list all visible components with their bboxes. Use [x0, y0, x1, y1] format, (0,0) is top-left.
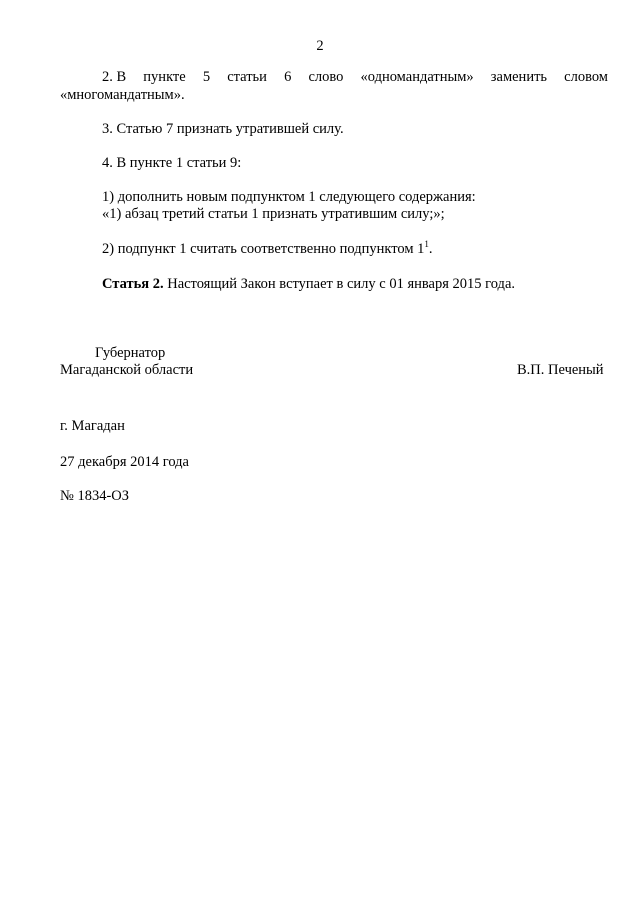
item2-word: 5: [202, 69, 211, 85]
item2-word: 2. В: [102, 69, 127, 85]
law-number: № 1834-ОЗ: [60, 488, 130, 504]
item2-word: заменить: [490, 69, 548, 85]
item4-paragraph: 4. В пункте 1 статьи 9:: [102, 155, 242, 171]
item2-first-line: [102, 69, 608, 86]
subitem2-paragraph: [102, 241, 433, 258]
subitem2-end: .: [428, 241, 433, 257]
article2-paragraph: [102, 276, 515, 293]
item3-paragraph: 3. Статью 7 признать утратившей силу.: [102, 121, 344, 137]
signature-title-line2: Магаданской области: [60, 362, 194, 378]
subitem2-superscript: 1: [424, 239, 429, 249]
date: 27 декабря 2014 года: [60, 454, 189, 470]
item2-word: пункте: [143, 69, 186, 85]
item2-word: словом: [564, 69, 608, 85]
subitem2-text: 2) подпункт 1 считать соответственно подпунктом 1: [102, 241, 425, 257]
place: г. Магадан: [60, 418, 125, 434]
article2-label: Статья 2.: [102, 276, 164, 292]
item2-word: «одномандатным»: [360, 69, 474, 85]
item2-word: 6: [284, 69, 292, 85]
subitem1-line2: «1) абзац третий статьи 1 признать утратившим силу;»;: [102, 206, 445, 222]
page-number: 2: [316, 38, 324, 54]
item2-word: слово: [308, 69, 344, 85]
signature-title-line1: Губернатор: [95, 345, 166, 361]
subitem1-line1: 1) дополнить новым подпунктом 1 следующего содержания:: [102, 189, 476, 205]
item2-word: статьи: [227, 69, 267, 85]
item2-continuation: «многомандатным».: [60, 87, 185, 103]
signature-name: В.П. Печеный: [517, 362, 604, 378]
article2-text: Настоящий Закон вступает в силу с 01 января 2015 года.: [167, 276, 515, 292]
